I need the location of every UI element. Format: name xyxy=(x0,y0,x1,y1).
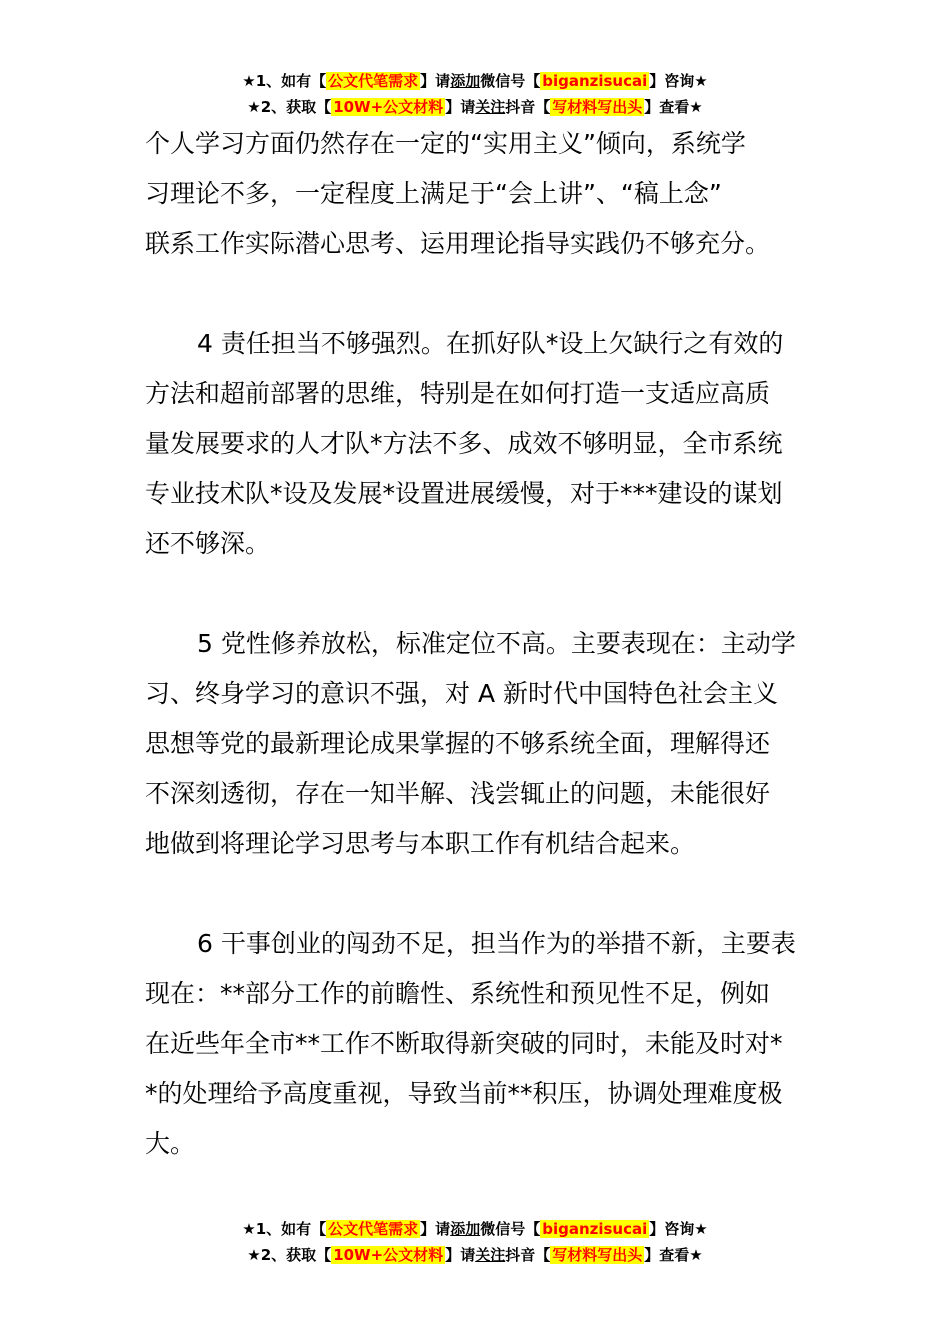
paragraph-continued xyxy=(145,119,810,269)
highlight-text: 10W+公文材料 xyxy=(333,1246,444,1264)
wechat-id-highlight: biganzisucai xyxy=(542,72,648,90)
banner-text: 】请 xyxy=(445,98,476,116)
text-line: 不深刻透彻，存在一知半解、浅尝辄止的问题，未能很好 xyxy=(145,779,771,808)
banner-text: 】请 xyxy=(420,72,451,90)
text-line: 6 干事创业的闯劲不足，担当作为的举措不新，主要表 xyxy=(197,929,796,958)
text-line: 方法和超前部署的思维，特别是在如何打造一支适应高质 xyxy=(145,379,771,408)
document-body xyxy=(145,119,810,1169)
text-line: 现在：**部分工作的前瞻性、系统性和预见性不足，例如 xyxy=(145,979,771,1008)
banner-line-1 xyxy=(0,68,950,94)
header-banner xyxy=(0,68,950,120)
highlight-text: 公文代笔需求 xyxy=(328,1220,419,1238)
underlined-text: 添加 xyxy=(450,1220,481,1238)
banner-text: 】咨询★ xyxy=(649,72,708,90)
highlight-text: 公文代笔需求 xyxy=(328,72,419,90)
underlined-text: 添加 xyxy=(450,72,481,90)
banner-text: 】请 xyxy=(420,1220,451,1238)
banner-text: 抖音【 xyxy=(505,1246,551,1264)
highlight-text: 10W+公文材料 xyxy=(333,98,444,116)
text-line: 在近些年全市**工作不断取得新突破的同时，未能及时对* xyxy=(145,1029,783,1058)
text-line: 还不够深。 xyxy=(145,529,271,558)
paragraph-item-5 xyxy=(145,619,810,869)
text-line: 大。 xyxy=(145,1129,196,1158)
banner-text: ★1、如有【 xyxy=(242,72,327,90)
text-line: 4 责任担当不够强烈。在抓好队*设上欠缺行之有效的 xyxy=(197,329,784,358)
paragraph-item-6 xyxy=(145,919,810,1169)
banner-text: ★1、如有【 xyxy=(242,1220,327,1238)
text-line: 思想等党的最新理论成果掌握的不够系统全面，理解得还 xyxy=(145,729,771,758)
banner-line-1 xyxy=(0,1216,950,1242)
underlined-text: 关注 xyxy=(475,1246,506,1264)
text-line: 地做到将理论学习思考与本职工作有机结合起来。 xyxy=(145,829,696,858)
banner-text: 抖音【 xyxy=(505,98,551,116)
banner-text: 微信号【 xyxy=(480,1220,541,1238)
paragraph-item-4 xyxy=(145,319,810,569)
text-line: 联系工作实际潜心思考、运用理论指导实践仍不够充分。 xyxy=(145,229,771,258)
banner-text: 】咨询★ xyxy=(649,1220,708,1238)
banner-text: ★2、获取【 xyxy=(247,1246,332,1264)
text-line: 习、终身学习的意识不强，对 A 新时代中国特色社会主义 xyxy=(145,679,778,708)
text-line: 专业技术队*设及发展*设置进展缓慢，对于***建设的谋划 xyxy=(145,479,783,508)
banner-text: ★2、获取【 xyxy=(247,98,332,116)
text-line: 量发展要求的人才队*方法不多、成效不够明显，全市系统 xyxy=(145,429,783,458)
banner-line-2 xyxy=(0,94,950,120)
douyin-id-highlight: 写材料写出头 xyxy=(552,1246,643,1264)
text-line: 5 党性修养放松，标准定位不高。主要表现在：主动学 xyxy=(197,629,796,658)
text-line: *的处理给予高度重视，导致当前**积压，协调处理难度极 xyxy=(145,1079,783,1108)
banner-line-2 xyxy=(0,1242,950,1268)
douyin-id-highlight: 写材料写出头 xyxy=(552,98,643,116)
wechat-id-highlight: biganzisucai xyxy=(542,1220,648,1238)
text-line: 习理论不多，一定程度上满足于“会上讲”、“稿上念” xyxy=(145,179,722,208)
banner-text: 】查看★ xyxy=(644,1246,703,1264)
banner-text: 】请 xyxy=(445,1246,476,1264)
footer-banner xyxy=(0,1216,950,1268)
banner-text: 】查看★ xyxy=(644,98,703,116)
banner-text: 微信号【 xyxy=(480,72,541,90)
text-line: 个人学习方面仍然存在一定的“实用主义”倾向，系统学 xyxy=(145,129,746,158)
underlined-text: 关注 xyxy=(475,98,506,116)
